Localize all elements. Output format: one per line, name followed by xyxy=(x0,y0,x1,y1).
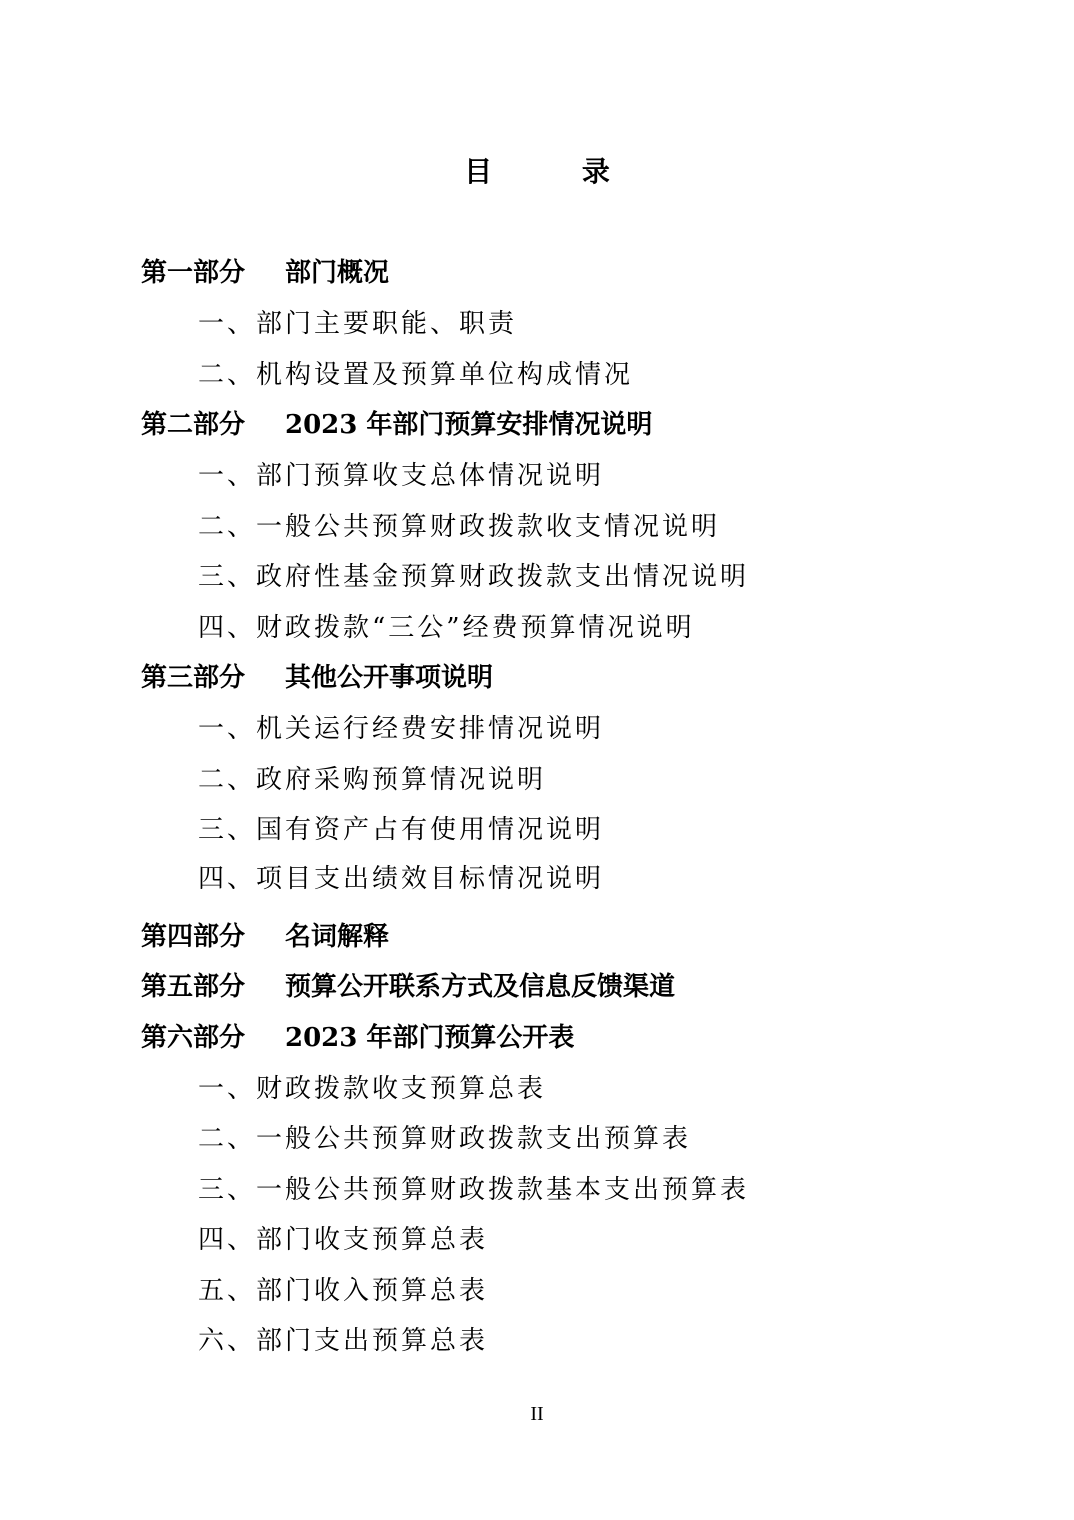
toc-item[interactable]: 三、国有资产占有使用情况说明 xyxy=(198,815,605,845)
part-title: 2023 年部门预算公开表 xyxy=(285,1023,575,1053)
part-label: 第二部分 xyxy=(141,410,246,440)
toc-item[interactable]: 一、机关运行经费安排情况说明 xyxy=(198,714,605,744)
part-label: 第一部分 xyxy=(141,258,246,288)
toc-part-1[interactable] xyxy=(141,255,389,291)
toc-part-3[interactable] xyxy=(141,660,493,696)
part-label: 第四部分 xyxy=(141,922,246,952)
toc-item[interactable]: 三、一般公共预算财政拨款基本支出预算表 xyxy=(198,1175,750,1205)
toc-item[interactable]: 一、部门主要职能、职责 xyxy=(198,309,518,339)
toc-item[interactable]: 二、机构设置及预算单位构成情况 xyxy=(198,360,634,390)
toc-part-5[interactable] xyxy=(141,969,675,1005)
part-title: 部门概况 xyxy=(285,258,390,288)
toc-part-2[interactable] xyxy=(141,407,652,443)
toc-item[interactable]: 四、部门收支预算总表 xyxy=(198,1225,489,1255)
toc-item[interactable]: 六、部门支出预算总表 xyxy=(198,1326,489,1356)
toc-item[interactable]: 四、财政拨款“三公”经费预算情况说明 xyxy=(198,613,695,643)
toc-item[interactable]: 二、政府采购预算情况说明 xyxy=(198,765,547,795)
toc-item[interactable]: 三、政府性基金预算财政拨款支出情况说明 xyxy=(198,562,750,592)
toc-part-4[interactable] xyxy=(141,919,389,955)
part-label: 第三部分 xyxy=(141,663,246,693)
toc-item[interactable]: 一、部门预算收支总体情况说明 xyxy=(198,461,605,491)
toc-item[interactable]: 二、一般公共预算财政拨款收支情况说明 xyxy=(198,512,721,542)
toc-item[interactable]: 五、部门收入预算总表 xyxy=(198,1276,489,1306)
part-title: 名词解释 xyxy=(285,922,390,952)
toc-item[interactable]: 四、项目支出绩效目标情况说明 xyxy=(198,864,605,894)
toc-item[interactable]: 一、财政拨款收支预算总表 xyxy=(198,1074,547,1104)
page-number: II xyxy=(530,1403,544,1425)
toc-part-6[interactable] xyxy=(141,1020,574,1056)
page-title: 目 录 xyxy=(464,155,650,188)
part-label: 第六部分 xyxy=(141,1023,246,1053)
toc-item[interactable]: 二、一般公共预算财政拨款支出预算表 xyxy=(198,1124,692,1154)
part-title: 预算公开联系方式及信息反馈渠道 xyxy=(285,972,676,1002)
part-title: 2023 年部门预算安排情况说明 xyxy=(285,410,653,440)
part-label: 第五部分 xyxy=(141,972,246,1002)
part-title: 其他公开事项说明 xyxy=(285,663,494,693)
